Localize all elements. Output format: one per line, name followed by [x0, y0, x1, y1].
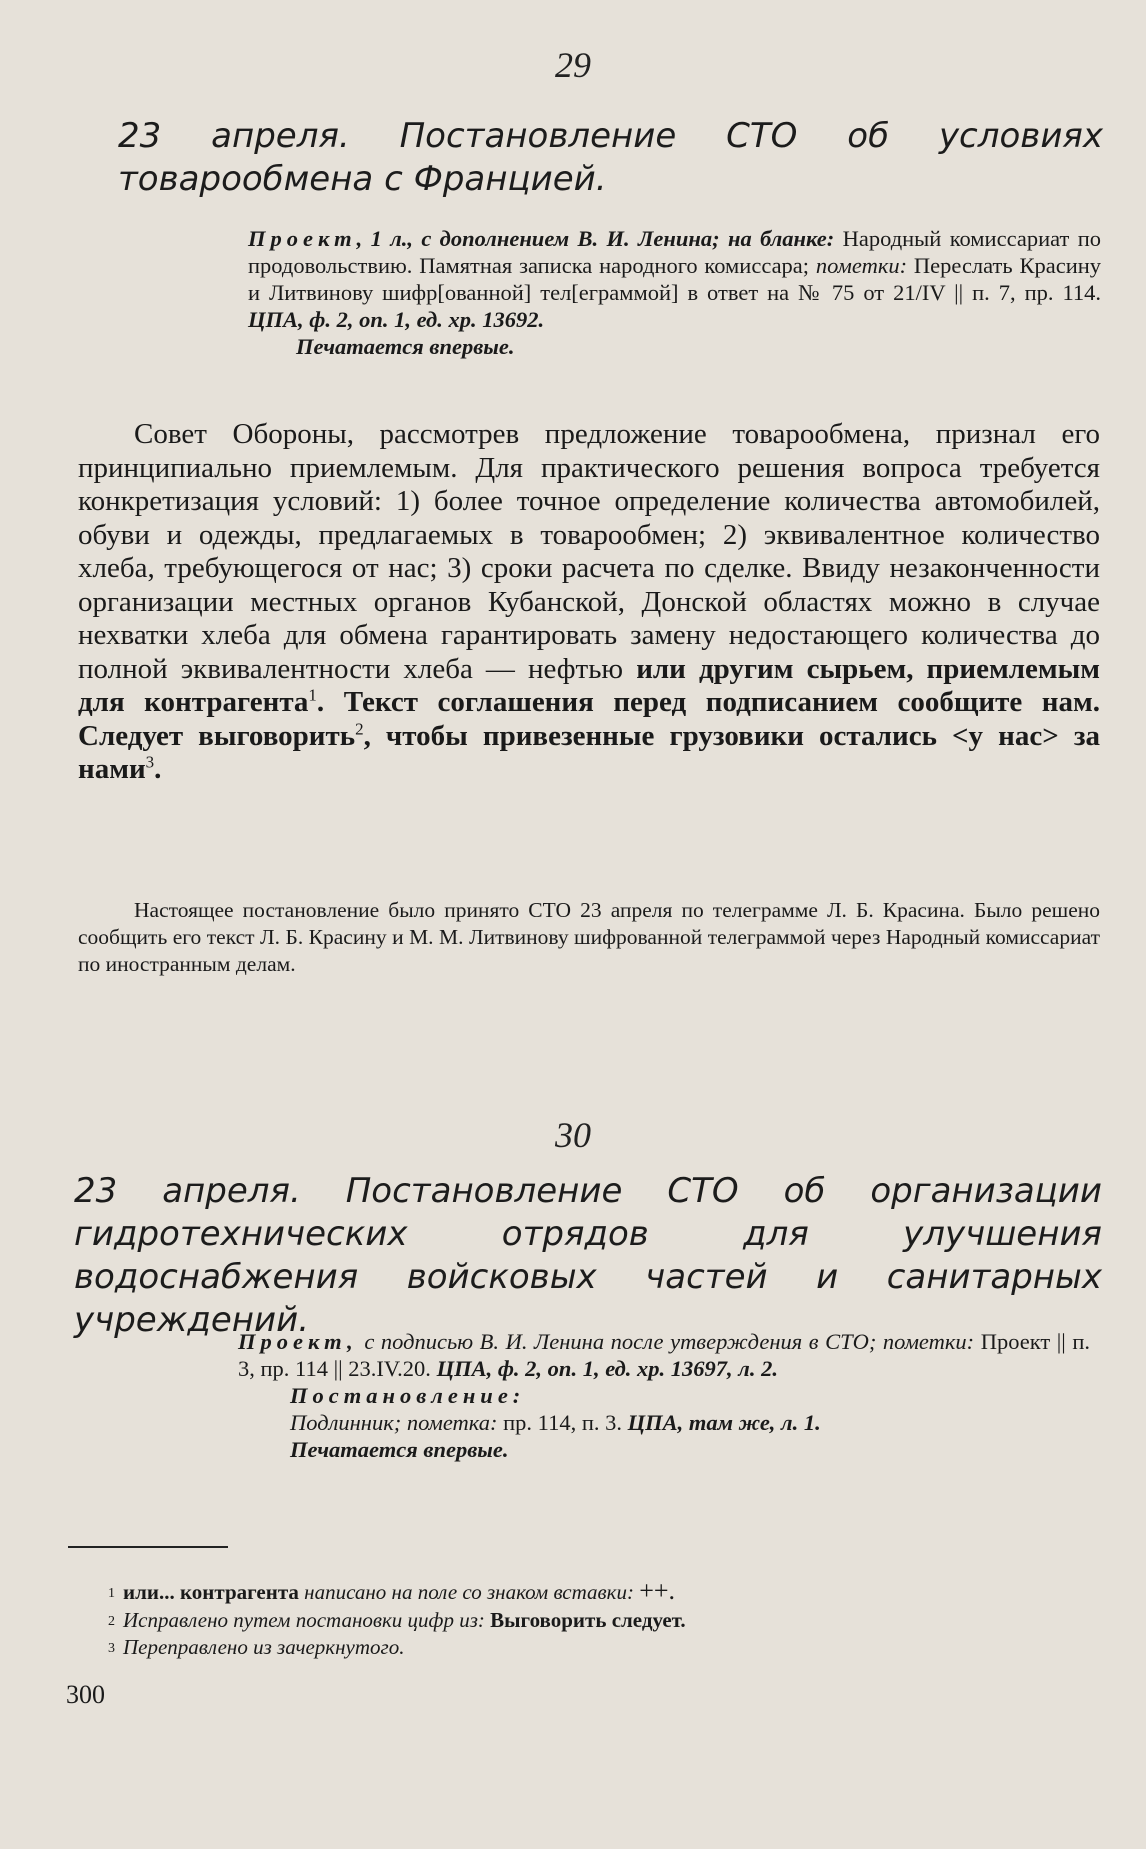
- source-note: [248, 225, 1101, 360]
- document-number-30: 30: [555, 1115, 591, 1155]
- page-number: 300: [66, 1680, 105, 1709]
- archive-reference-30: ЦПА, ф. 2, оп. 1, ед. хр. 13697, л. 2.: [436, 1356, 778, 1381]
- footnote-divider: [68, 1546, 228, 1548]
- marks-text-30: Проект || п. 3, пр. 114 || 23.IV.20.: [238, 1329, 1091, 1381]
- document-number: 29: [555, 45, 591, 85]
- body-bold-2: . Текст соглашения перед подписанием сообщите нам. Следует выговорить: [78, 686, 1100, 752]
- footnote-2-tail: Выговорить следует.: [490, 1608, 686, 1632]
- footnote-1-bold: или... контрагента: [123, 1580, 299, 1604]
- footnote-mark-3: 3: [108, 1641, 115, 1656]
- body-bold-3: , чтобы привезенные грузовики остались <у нас> за нами: [78, 719, 1100, 785]
- footnote-1: [108, 1577, 675, 1609]
- footnote-2: [108, 1607, 686, 1637]
- body-plain: Совет Обороны, рассмотрев предложение товарообмена, признал его принципиально приемлемым. Для практического решения вопроса требуется конкретизация условий: 1) более точное определение количества автомобилей, обуви и одежды, предлагаемых в товарообмен; 2) эквивалентное количество хлеба, требующегося от нас; 3) сроки расчета по сделке. Ввиду незаконченности организации местных органов Кубанской, Донской областях можно в случае нехватки хлеба для обмена гарантировать замену недостающего количества до полной эквивалентности хлеба — нефтью: [78, 418, 1100, 685]
- original-text: пр. 114, п. 3.: [503, 1410, 623, 1435]
- document-title-30: 23 апреля. Постановление СТО об организации гидротехнических отрядов для улучшения водоснабжения войсковых частей и санитарных учреждений.: [74, 1171, 1102, 1340]
- draft-description-30: с подписью В. И. Ленина после утверждения в СТО; пометки:: [364, 1329, 975, 1354]
- body-end: .: [154, 753, 162, 785]
- footnote-3: [108, 1634, 404, 1664]
- editorial-comment: Настоящее постановление было принято СТО 23 апреля по телеграмме Л. Б. Красина. Было решено сообщить его текст Л. Б. Красину и М. М. Литвинову шифрованной телеграммой через Народный комиссариат по иностранным делам.: [78, 898, 1100, 976]
- first-printed-30: Печатается впервые.: [290, 1437, 509, 1462]
- draft-label-30: Проект,: [238, 1329, 358, 1354]
- footnote-ref-1[interactable]: 1: [308, 685, 317, 705]
- footnote-1-italic: написано на поле со знаком вставки:: [304, 1580, 634, 1604]
- footnote-3-italic: Переправлено из зачеркнутого.: [123, 1635, 405, 1659]
- marks-label: пометки:: [815, 253, 908, 278]
- source-note-30: [238, 1328, 1090, 1463]
- archive-reference: ЦПА, ф. 2, оп. 1, ед. хр. 13692.: [248, 307, 545, 332]
- first-printed: Печатается впервые.: [296, 334, 515, 359]
- body-bold-1: или другим сырьем, приемлемым для контрагента: [78, 652, 1100, 718]
- draft-label: Проект: [248, 226, 357, 251]
- original-label: Подлинник; пометка:: [290, 1410, 498, 1435]
- footnote-ref-3[interactable]: 3: [145, 752, 155, 772]
- footnote-ref-2[interactable]: 2: [355, 718, 364, 738]
- footnote-1-tail: ++.: [639, 1576, 676, 1605]
- footnote-mark-2: 2: [108, 1614, 115, 1629]
- footnote-2-italic: Исправлено путем постановки цифр из:: [123, 1608, 485, 1632]
- resolution-text: [78, 418, 1100, 787]
- draft-description: , 1 л., с дополнением В. И. Ленина; на бланке:: [356, 226, 835, 251]
- archive-reference-30b: ЦПА, там же, л. 1.: [627, 1410, 821, 1435]
- blank-text: Народный комиссариат по продовольствию. Памятная записка народного комиссара;: [248, 226, 1101, 278]
- footnote-mark-1: 1: [108, 1586, 115, 1601]
- marks-text: Переслать Красину и Литвинову шифр[ованной] тел[еграммой] в ответ на № 75 от 21/IV || п. 7, пр. 114.: [248, 253, 1102, 305]
- resolution-label: Постановление:: [290, 1383, 526, 1408]
- document-title: 23 апреля. Постановление СТО об условиях товарообмена с Францией.: [118, 116, 1103, 199]
